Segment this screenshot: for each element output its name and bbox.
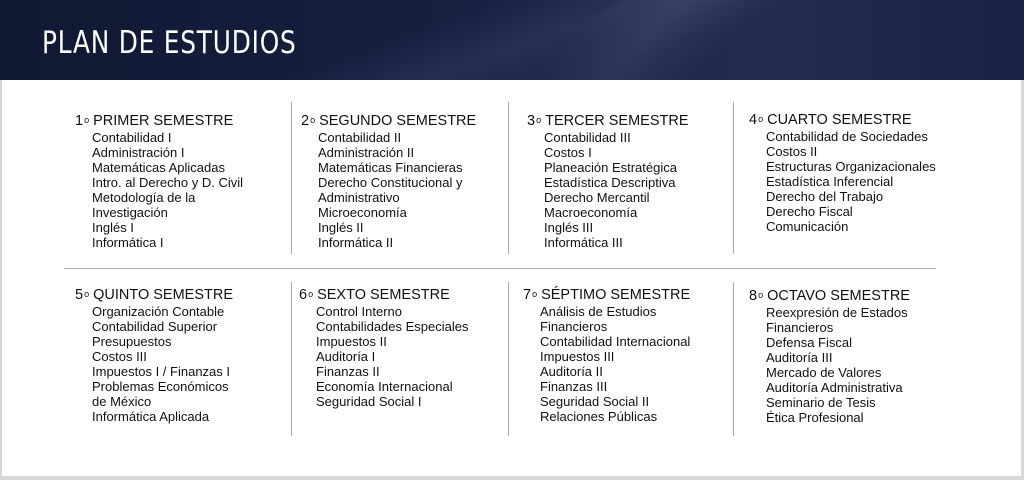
ordinal-indicator: o <box>310 115 316 125</box>
course-item: Matemáticas Financieras <box>318 160 463 175</box>
ordinal-indicator: o <box>532 289 538 299</box>
course-item: Finanzas III <box>540 379 608 394</box>
course-item: Investigación <box>92 205 168 220</box>
course-item: Contabilidad Superior <box>92 319 218 334</box>
course-item: Administración II <box>318 145 415 160</box>
course-list <box>527 130 689 250</box>
course-item: Presupuestos <box>92 334 172 349</box>
course-item: Seguridad Social II <box>540 394 650 409</box>
semester-number: 7 <box>523 287 532 303</box>
course-item: Defensa Fiscal <box>766 335 852 350</box>
course-item: Costos II <box>766 144 818 159</box>
course-item: Derecho Mercantil <box>544 190 650 205</box>
course-item: Derecho Constitucional y <box>318 175 463 190</box>
semester-name: SEGUNDO SEMESTRE <box>319 113 477 129</box>
course-item: Impuestos II <box>316 334 387 349</box>
course-item: Administración I <box>92 145 185 160</box>
column-divider <box>508 102 509 254</box>
semester-title <box>749 112 936 129</box>
course-item: Impuestos III <box>540 349 615 364</box>
semester-block <box>299 287 468 409</box>
course-item: Contabilidad I <box>92 130 172 145</box>
semester-title <box>75 287 233 304</box>
course-item: Auditoría III <box>766 350 833 365</box>
ordinal-indicator: o <box>84 115 90 125</box>
ordinal-indicator: o <box>758 290 764 300</box>
semester-number: 3 <box>527 113 536 129</box>
course-item: Derecho del Trabajo <box>766 189 884 204</box>
course-list <box>523 304 690 424</box>
course-item: Contabilidad II <box>318 130 402 145</box>
course-item: Costos I <box>544 145 592 160</box>
course-list <box>299 304 468 409</box>
panel-border-bottom <box>0 476 1024 480</box>
course-item: Macroeconomía <box>544 205 638 220</box>
semester-title <box>301 113 476 130</box>
course-item: Financieros <box>540 319 608 334</box>
semester-block <box>749 112 936 234</box>
course-item: Informática I <box>92 235 164 250</box>
semester-block <box>301 113 476 250</box>
course-item: Seminario de Tesis <box>766 395 876 410</box>
course-item: Estadística Descriptiva <box>544 175 676 190</box>
column-divider <box>291 102 292 254</box>
course-item: Problemas Económicos <box>92 379 229 394</box>
course-list <box>75 304 233 424</box>
page-title: PLAN DE ESTUDIOS <box>42 25 297 61</box>
course-list <box>301 130 476 250</box>
course-item: Administrativo <box>318 190 400 205</box>
column-divider <box>733 102 734 254</box>
course-item: Intro. al Derecho y D. Civil <box>92 175 243 190</box>
ordinal-indicator: o <box>536 115 542 125</box>
panel-border-left <box>0 80 2 478</box>
semester-number: 5 <box>75 287 84 303</box>
course-item: Costos III <box>92 349 147 364</box>
course-item: Inglés II <box>318 220 364 235</box>
course-item: Auditoría Administrativa <box>766 380 903 395</box>
row-divider <box>64 268 936 269</box>
course-item: Informática Aplicada <box>92 409 210 424</box>
semester-block <box>523 287 690 424</box>
ordinal-indicator: o <box>758 114 764 124</box>
column-divider <box>733 282 734 436</box>
semester-name: QUINTO SEMESTRE <box>93 287 234 303</box>
column-divider <box>291 282 292 436</box>
course-item: Financieros <box>766 320 834 335</box>
course-item: Estadística Inferencial <box>766 174 894 189</box>
semester-name: TERCER SEMESTRE <box>545 113 689 129</box>
column-divider <box>508 282 509 436</box>
semester-title <box>527 113 689 130</box>
course-item: Relaciones Públicas <box>540 409 658 424</box>
semester-name: SEXTO SEMESTRE <box>317 287 450 303</box>
course-item: Seguridad Social I <box>316 394 422 409</box>
semester-name: PRIMER SEMESTRE <box>93 113 234 129</box>
course-item: Contabilidad de Sociedades <box>766 129 928 144</box>
semester-block <box>75 113 243 250</box>
header-banner <box>0 0 1024 80</box>
course-item: Estructuras Organizacionales <box>766 159 936 174</box>
semester-name: OCTAVO SEMESTRE <box>767 288 910 304</box>
course-item: Ética Profesional <box>766 410 864 425</box>
course-item: Contabilidad III <box>544 130 631 145</box>
semester-block <box>75 287 233 424</box>
semester-name: CUARTO SEMESTRE <box>767 112 912 128</box>
semester-block <box>527 113 689 250</box>
semester-name: SÉPTIMO SEMESTRE <box>541 287 691 303</box>
course-list <box>75 130 243 250</box>
course-item: Auditoría II <box>540 364 603 379</box>
course-item: Organización Contable <box>92 304 225 319</box>
course-item: Comunicación <box>766 219 849 234</box>
course-item: Finanzas II <box>316 364 380 379</box>
course-item: Microeconomía <box>318 205 407 220</box>
ordinal-indicator: o <box>84 289 90 299</box>
course-list <box>749 129 936 234</box>
course-item: Impuestos I / Finanzas I <box>92 364 231 379</box>
ordinal-indicator: o <box>308 289 314 299</box>
semester-block <box>749 288 910 425</box>
course-item: Metodología de la <box>92 190 196 205</box>
semester-title <box>523 287 690 304</box>
course-item: Mercado de Valores <box>766 365 882 380</box>
semester-title <box>749 288 910 305</box>
course-item: Informática II <box>318 235 394 250</box>
course-item: Economía Internacional <box>316 379 453 394</box>
semester-number: 1 <box>75 113 84 129</box>
course-item: Inglés I <box>92 220 134 235</box>
semester-number: 2 <box>301 113 310 129</box>
course-item: Matemáticas Aplicadas <box>92 160 225 175</box>
semester-number: 8 <box>749 288 758 304</box>
course-item: Planeación Estratégica <box>544 160 677 175</box>
course-item: Control Interno <box>316 304 402 319</box>
semester-title <box>299 287 468 304</box>
course-item: de México <box>92 394 152 409</box>
course-item: Reexpresión de Estados <box>766 305 908 320</box>
course-item: Inglés III <box>544 220 594 235</box>
course-item: Auditoría I <box>316 349 376 364</box>
semester-number: 4 <box>749 112 758 128</box>
course-item: Informática III <box>544 235 623 250</box>
course-item: Contabilidades Especiales <box>316 319 469 334</box>
course-list <box>749 305 910 425</box>
semester-title <box>75 113 243 130</box>
course-item: Contabilidad Internacional <box>540 334 691 349</box>
semester-number: 6 <box>299 287 308 303</box>
course-item: Derecho Fiscal <box>766 204 853 219</box>
course-item: Análisis de Estudios <box>540 304 657 319</box>
